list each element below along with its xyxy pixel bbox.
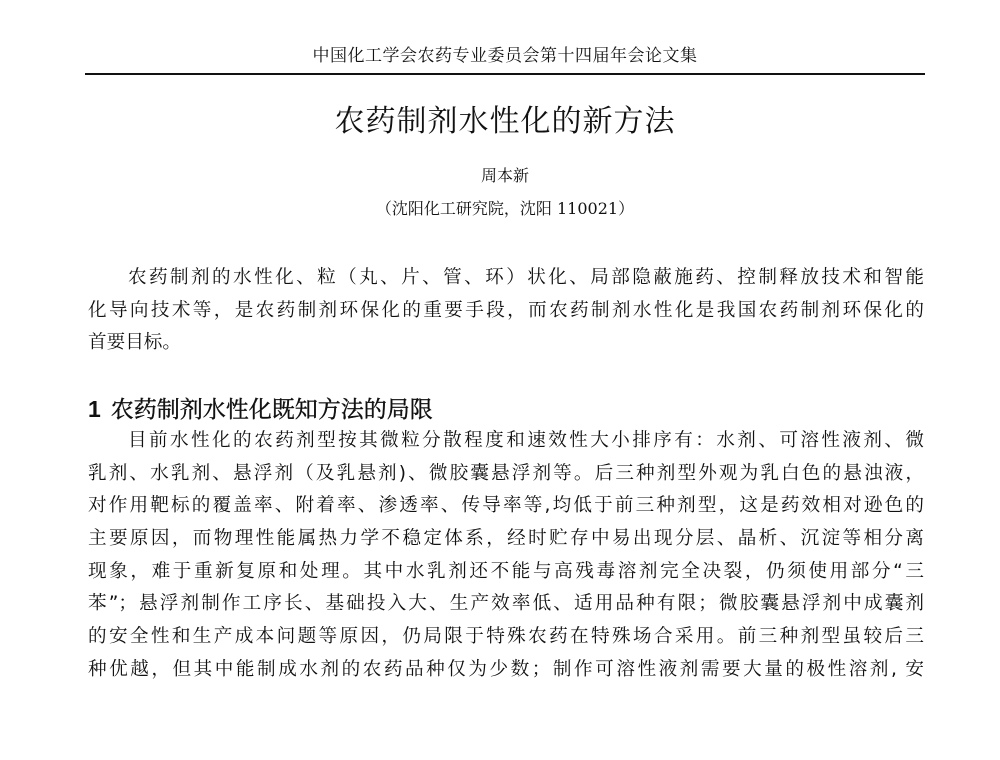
author-affiliation: （沈阳化工研究院，沈阳 110021） [375, 199, 635, 218]
text-line: 现象，难于重新复原和处理。其中水乳剂还不能与高残毒溶剂完全决裂，仍须使用部分“三 [88, 560, 924, 582]
text-line: 主要原因，而物理性能属热力学不稳定体系，经时贮存中易出现分层、晶析、沉淀等相分离 [88, 528, 924, 550]
section1-paragraph [88, 425, 924, 687]
text-line: 首要目标。 [88, 332, 181, 354]
text-line: 目前水性化的农药剂型按其微粒分散程度和速效性大小排序有：水剂、可溶性液剂、微 [128, 430, 924, 451]
section-title: 农药制剂水性化既知方法的局限 [110, 397, 433, 423]
article-title: 农药制剂水性化的新方法 [334, 104, 676, 139]
text-line: 农药制剂的水性化、粒（丸、片、管、环）状化、局部隐蔽施药、控制释放技术和智能 [128, 267, 924, 288]
section-number: 1 [88, 396, 101, 422]
text-line: 种优越，但其中能制成水剂的农药品种仅为少数；制作可溶性液剂需要大量的极性溶剂, 安 [88, 658, 924, 680]
text-line: 的安全性和生产成本问题等原因，仍局限于特殊农药在特殊场合采用。前三种剂型虽较后三 [88, 626, 924, 648]
author-name: 周本新 [480, 166, 529, 185]
text-line: 乳剂、水乳剂、悬浮剂（及乳悬剂)、微胶囊悬浮剂等。后三种剂型外观为乳白色的悬浊液， [88, 462, 924, 484]
section-heading [88, 394, 433, 425]
text-line: 苯”；悬浮剂制作工序长、基础投入大、生产效率低、适用品种有限；微胶囊悬浮剂中成囊剂 [88, 593, 924, 615]
text-line: 对作用靶标的覆盖率、附着率、渗透率、传导率等,均低于前三种剂型，这是药效相对逊色的 [88, 495, 924, 517]
text-line: 化导向技术等，是农药制剂环保化的重要手段，而农药制剂水性化是我国农药制剂环保化的 [88, 299, 924, 321]
intro-paragraph [88, 262, 924, 360]
running-header: 中国化工学会农药专业委员会第十四届年会论文集 [312, 46, 698, 66]
header-rule [85, 73, 925, 75]
